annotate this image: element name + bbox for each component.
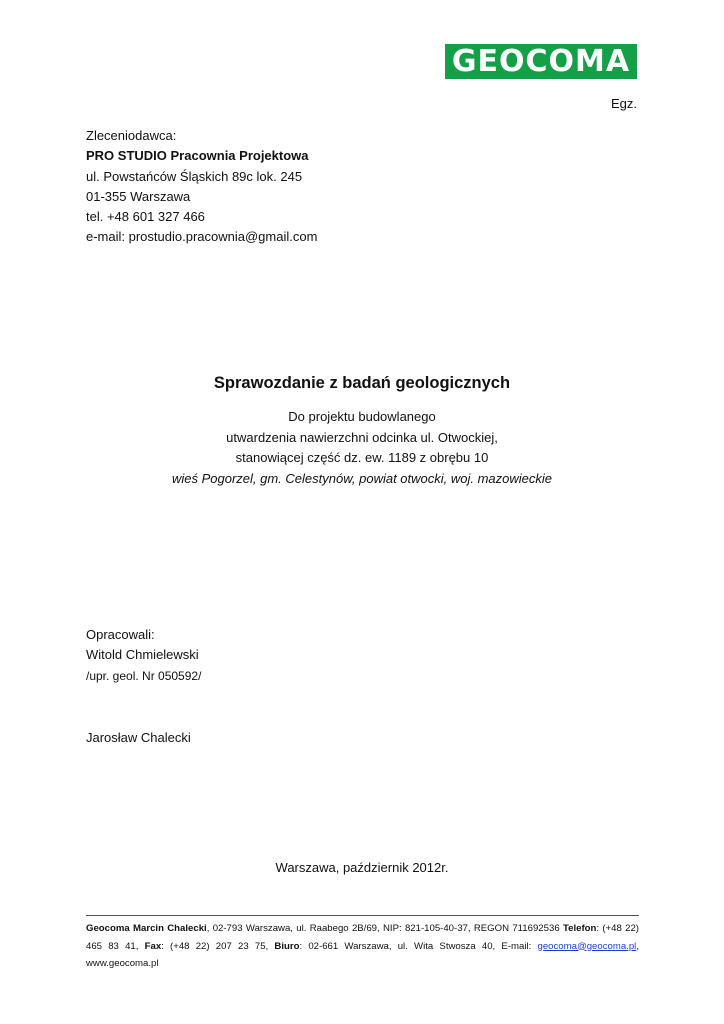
client-email: e-mail: prostudio.pracownia@gmail.com [86, 229, 318, 245]
client-block [86, 126, 317, 248]
place-and-date: Warszawa, październik 2012r. [275, 860, 449, 875]
footer-phone-value: : (+48 22) 465 83 41, [86, 923, 639, 952]
copy-number-label: Egz. [610, 96, 637, 111]
subtitle-line-3: stanowiącej część dz. ew. 1189 z obrębu 10 [235, 450, 489, 465]
subtitle-line-1: Do projektu budowlanego [288, 409, 436, 424]
footer-email-link[interactable]: geocoma@geocoma.pl [537, 940, 637, 952]
client-name: PRO STUDIO Pracownia Projektowa [86, 148, 309, 164]
footer-website: , www.geocoma.pl [86, 940, 639, 969]
footer-office-label: Biuro [274, 940, 300, 952]
report-title-block [0, 374, 724, 489]
footer-phone-label: Telefon [562, 923, 597, 934]
company-logo: GEOCOMA [445, 44, 637, 79]
footer-fax-value: : (+48 22) 207 23 75, [161, 940, 275, 952]
client-phone: tel. +48 601 327 466 [86, 209, 205, 225]
authors-block [86, 625, 201, 686]
report-title: Sprawozdanie z badań geologicznych [213, 374, 511, 392]
footer-fax-label: Fax [144, 940, 162, 952]
footer [86, 920, 639, 973]
client-street: ul. Powstańców Śląskich 89c lok. 245 [86, 168, 303, 184]
author-2-name: Jarosław Chalecki [86, 730, 191, 745]
report-subtitle [0, 407, 724, 489]
subtitle-line-4: wieś Pogorzel, gm. Celestynów, powiat otwocki, woj. mazowieckie [171, 470, 553, 486]
author-1-certificate: /upr. geol. Nr 050592/ [86, 668, 202, 683]
footer-office-value: : 02-661 Warszawa, ul. Wita Stwosza 40, E-mail: [299, 940, 532, 952]
authors-label: Opracowali: [86, 627, 155, 642]
footer-divider [86, 915, 639, 916]
subtitle-line-2: utwardzenia nawierzchni odcinka ul. Otwockiej, [226, 429, 498, 445]
footer-company: Geocoma Marcin Chalecki [86, 923, 207, 934]
client-city: 01-355 Warszawa [86, 188, 191, 204]
client-label: Zleceniodawca: [86, 128, 177, 143]
author-1-name: Witold Chmielewski [86, 647, 199, 663]
footer-company-details: , 02-793 Warszawa, ul. Raabego 2B/69, NIP: 821-105-40-37, REGON 711692536 [206, 923, 560, 934]
